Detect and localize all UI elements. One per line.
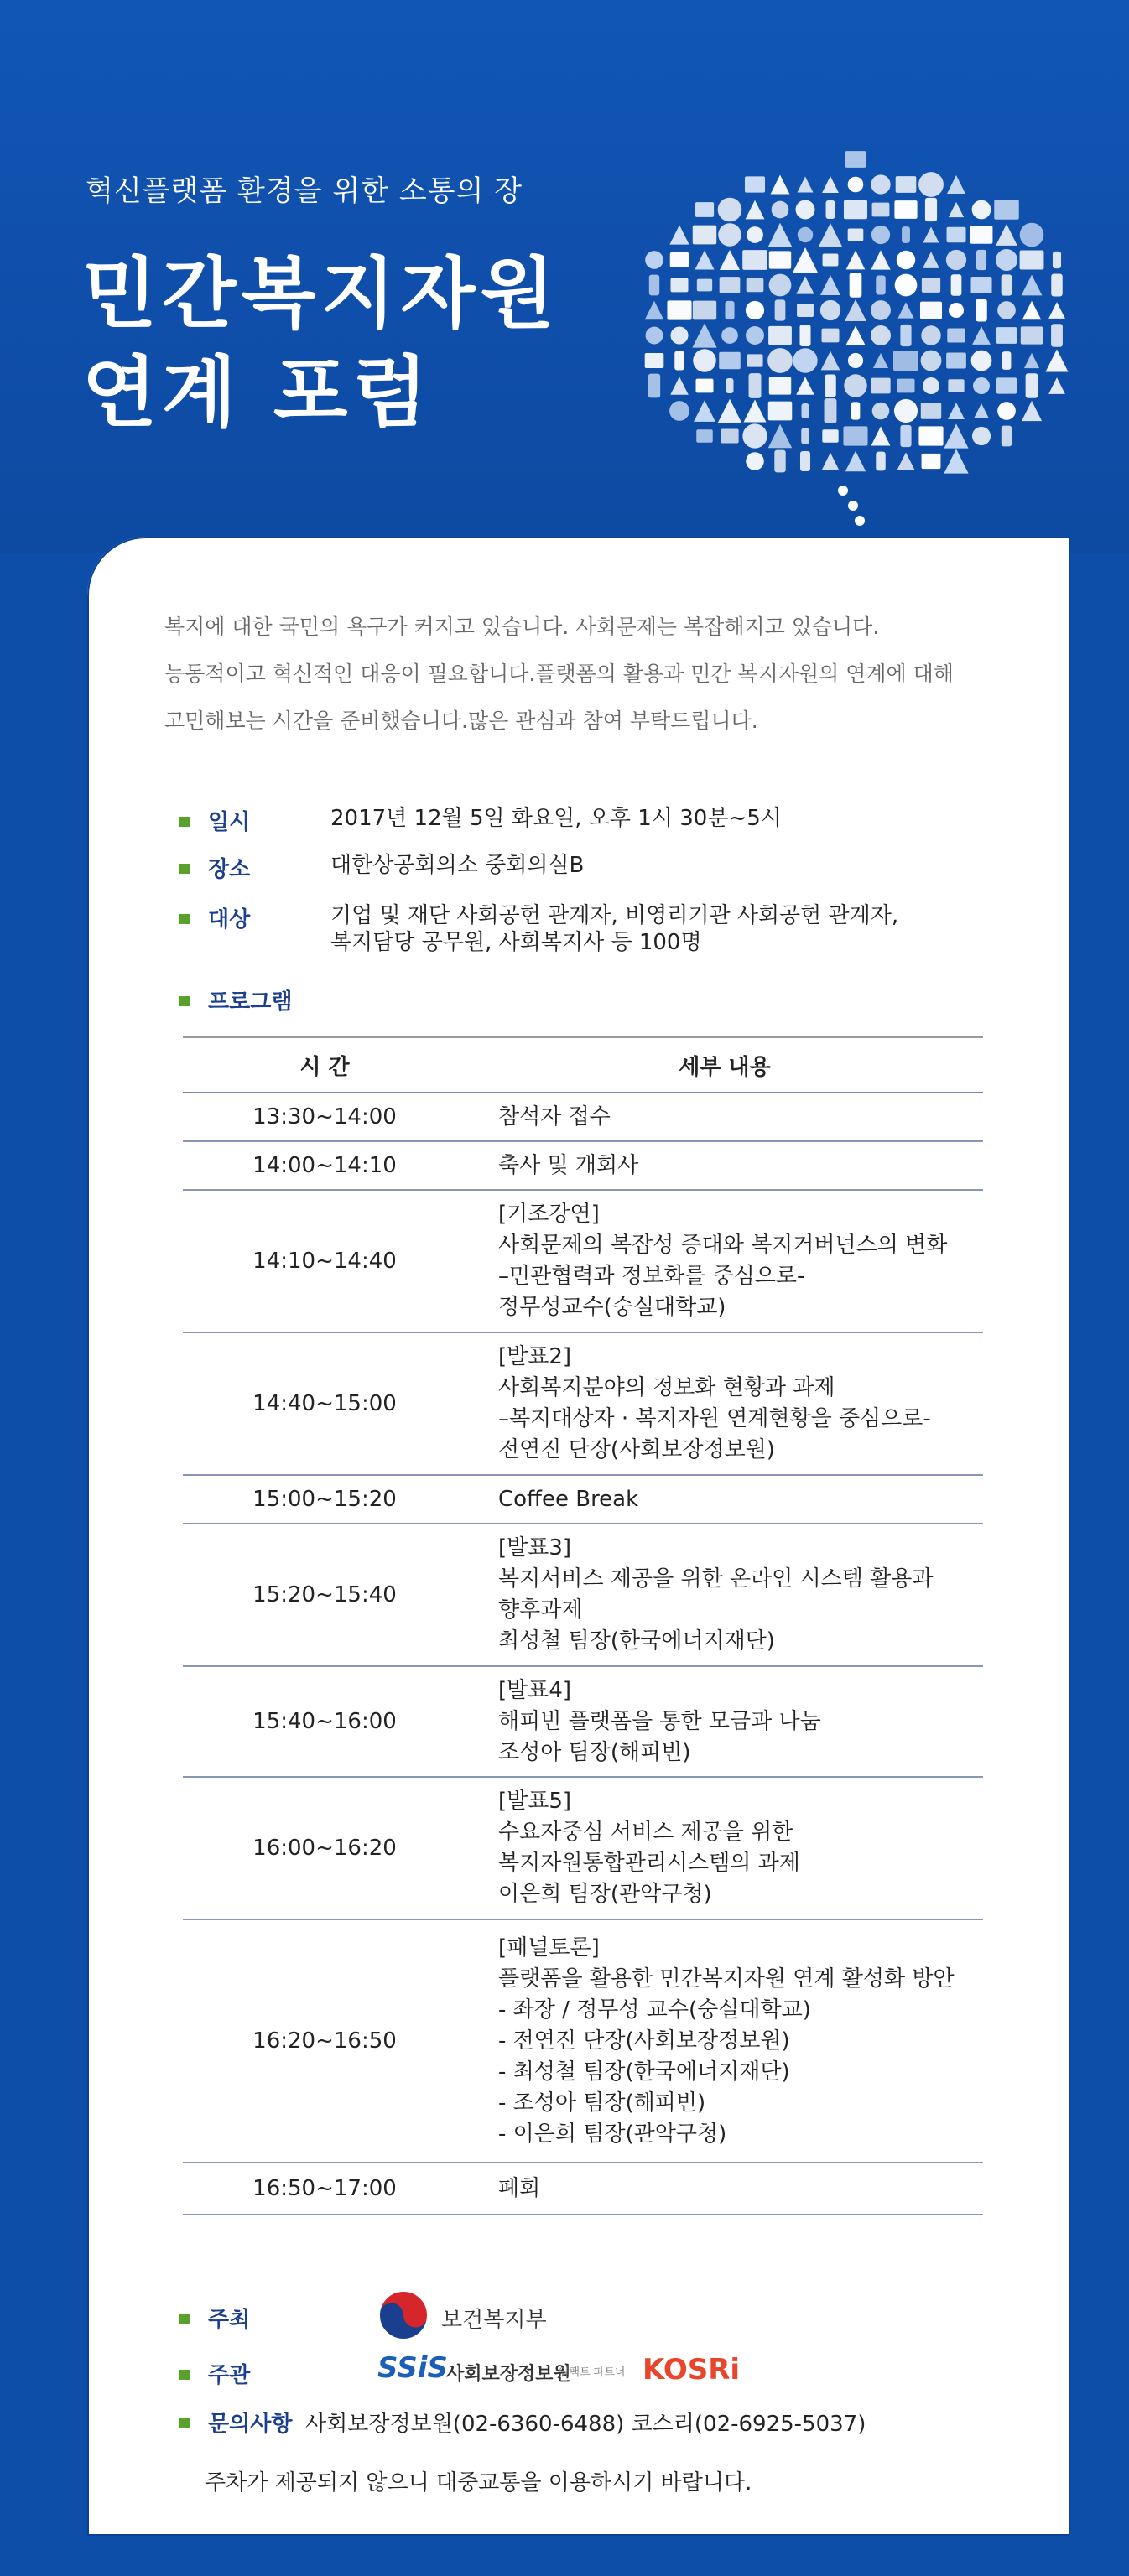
title-line-1: 민간복지자원 xyxy=(82,249,560,339)
detail-line: 향후과제 xyxy=(498,1597,583,1623)
detail-line: - 최성철 팀장(한국에너지재단) xyxy=(498,2059,790,2085)
row-time: 16:00~16:20 xyxy=(183,1777,466,1919)
detail-line: 복지서비스 제공을 위한 온라인 시스템 활용과 xyxy=(498,1566,934,1592)
row-time: 15:20~15:40 xyxy=(183,1524,466,1666)
row-time: 15:00~15:20 xyxy=(183,1475,466,1524)
bullet-square-icon xyxy=(179,864,190,874)
row-detail xyxy=(466,1332,983,1475)
place-label: 장소 xyxy=(208,857,251,882)
row-detail xyxy=(466,1777,983,1919)
detail-line: - 조성아 팀장(해피빈) xyxy=(498,2090,706,2116)
host-name: 보건복지부 xyxy=(441,2308,547,2333)
row-detail xyxy=(466,1524,983,1666)
row-time: 14:10~14:40 xyxy=(183,1190,466,1332)
title-line-2: 연계 포럼 xyxy=(82,348,433,438)
table-row xyxy=(183,1190,983,1332)
target-label: 대상 xyxy=(208,907,251,932)
table-row xyxy=(183,2163,983,2215)
org-name: 사회보장정보원 xyxy=(446,2364,571,2385)
detail-line: - 이은희 팀장(관악구청) xyxy=(498,2121,727,2147)
row-detail xyxy=(466,1093,983,1141)
bullet-square-icon xyxy=(179,2370,190,2380)
detail-line: 최성철 팀장(한국에너지재단) xyxy=(498,1628,775,1654)
partner-label: 임팩트 파트너 xyxy=(559,2366,626,2379)
row-time: 16:20~16:50 xyxy=(183,1919,466,2163)
row-detail xyxy=(466,1919,983,2163)
detail-line: 참석자 접수 xyxy=(498,1104,611,1130)
program-body xyxy=(183,1093,983,2215)
detail-line: 복지자원통합관리시스템의 과제 xyxy=(498,1851,800,1876)
table-row xyxy=(183,1524,983,1666)
intro-line: 고민해보는 시간을 준비했습니다.많은 관심과 참여 부탁드립니다. xyxy=(164,709,758,733)
table-row xyxy=(183,1141,983,1190)
table-row xyxy=(183,1666,983,1777)
detail-line: 사회복지분야의 정보화 현황과 과제 xyxy=(498,1375,835,1400)
detail-line: [패널토론] xyxy=(498,1935,600,1961)
table-header-row xyxy=(183,1037,983,1093)
detail-line: [발표4] xyxy=(498,1677,572,1703)
row-detail xyxy=(466,1475,983,1524)
event-title xyxy=(82,245,559,443)
row-detail xyxy=(466,1666,983,1777)
detail-line: 폐회 xyxy=(498,2175,541,2201)
parking-notice: 주차가 제공되지 않으니 대중교통을 이용하시기 바랍니다. xyxy=(205,2470,752,2496)
event-kicker: 혁신플랫폼 환경을 위한 소통의 장 xyxy=(86,174,523,208)
icon-cloud-icon xyxy=(617,147,1095,532)
detail-line: 조성아 팀장(해피빈) xyxy=(498,1739,691,1765)
row-detail xyxy=(466,1141,983,1190)
row-time: 13:30~14:00 xyxy=(183,1093,466,1141)
host-label: 주최 xyxy=(208,2308,251,2333)
table-row xyxy=(183,1777,983,1919)
detail-line: 해피빈 플랫폼을 통한 모금과 나눔 xyxy=(498,1708,821,1734)
date-value: 2017년 12월 5일 화요일, 오후 1시 30분~5시 xyxy=(330,806,782,831)
program-table xyxy=(183,1036,983,2215)
detail-line: [발표5] xyxy=(498,1789,572,1814)
row-time: 14:00~14:10 xyxy=(183,1141,466,1190)
intro-line: 능동적이고 혁신적인 대응이 필요합니다.플랫폼의 활용과 민간 복지자원의 연계에 대해 xyxy=(164,662,954,686)
taegeuk-logo-icon xyxy=(377,2289,429,2341)
detail-line: - 좌장 / 정무성 교수(숭실대학교) xyxy=(498,1997,811,2023)
detail-line: - 전연진 단장(사회보장정보원) xyxy=(498,2028,790,2054)
intro-text xyxy=(164,604,1028,745)
detail-line: 축사 및 개회사 xyxy=(498,1152,639,1178)
detail-line: 정무성교수(숭실대학교) xyxy=(498,1295,726,1320)
detail-line: –민관협력과 정보화를 중심으로- xyxy=(498,1264,805,1289)
target-value-line: 복지담당 공무원, 사회복지사 등 100명 xyxy=(330,930,702,955)
detail-line: 사회문제의 복잡성 증대와 복지거버넌스의 변화 xyxy=(498,1233,948,1258)
bullet-square-icon xyxy=(179,996,190,1006)
intro-line: 복지에 대한 국민의 욕구가 커지고 있습니다. 사회문제는 복잡해지고 있습니다. xyxy=(164,615,880,639)
org-label: 주관 xyxy=(208,2363,251,2388)
content-card xyxy=(87,537,1070,2536)
bullet-square-icon xyxy=(179,817,190,827)
detail-line: [기조강연] xyxy=(498,1202,600,1227)
detail-line: 전연진 단장(사회보장정보원) xyxy=(498,1437,775,1462)
bullet-square-icon xyxy=(179,914,190,924)
program-label: 프로그램 xyxy=(208,989,293,1015)
table-row xyxy=(183,1093,983,1141)
detail-line: 플랫폼을 활용한 민간복지자원 연계 활성화 방안 xyxy=(498,1966,955,1992)
detail-line: 수요자중심 서비스 제공을 위한 xyxy=(498,1820,793,1845)
kosri-logo: KOSRi xyxy=(643,2353,741,2386)
target-value-line: 기업 및 재단 사회공헌 관계자, 비영리기관 사회공헌 관계자, xyxy=(330,903,899,928)
row-time: 16:50~17:00 xyxy=(183,2163,466,2215)
col-time-header: 시 간 xyxy=(183,1037,466,1093)
contact-value: 사회보장정보원(02-6360-6488) 코스리(02-6925-5037) xyxy=(305,2412,866,2437)
bullet-square-icon xyxy=(179,2314,190,2324)
row-detail xyxy=(466,1190,983,1332)
detail-line: [발표2] xyxy=(498,1344,572,1369)
table-row xyxy=(183,1332,983,1475)
bullet-square-icon xyxy=(179,2418,190,2428)
row-time: 15:40~16:00 xyxy=(183,1666,466,1777)
ssis-logo: SSiS xyxy=(377,2351,448,2385)
detail-line: Coffee Break xyxy=(498,1486,639,1512)
place-value: 대한상공회의소 중회의실B xyxy=(330,853,585,878)
detail-line: 이은희 팀장(관악구청) xyxy=(498,1882,712,1907)
table-row xyxy=(183,1475,983,1524)
date-label: 일시 xyxy=(208,810,251,835)
contact-label: 문의사항 xyxy=(208,2412,293,2437)
col-detail-header: 세부 내용 xyxy=(466,1037,983,1093)
detail-line: –복지대상자 · 복지자원 연계현황을 중심으로- xyxy=(498,1406,931,1431)
hero-banner xyxy=(0,0,1129,553)
table-row xyxy=(183,1919,983,2163)
detail-line: [발표3] xyxy=(498,1535,572,1561)
row-time: 14:40~15:00 xyxy=(183,1332,466,1475)
row-detail xyxy=(466,2163,983,2215)
